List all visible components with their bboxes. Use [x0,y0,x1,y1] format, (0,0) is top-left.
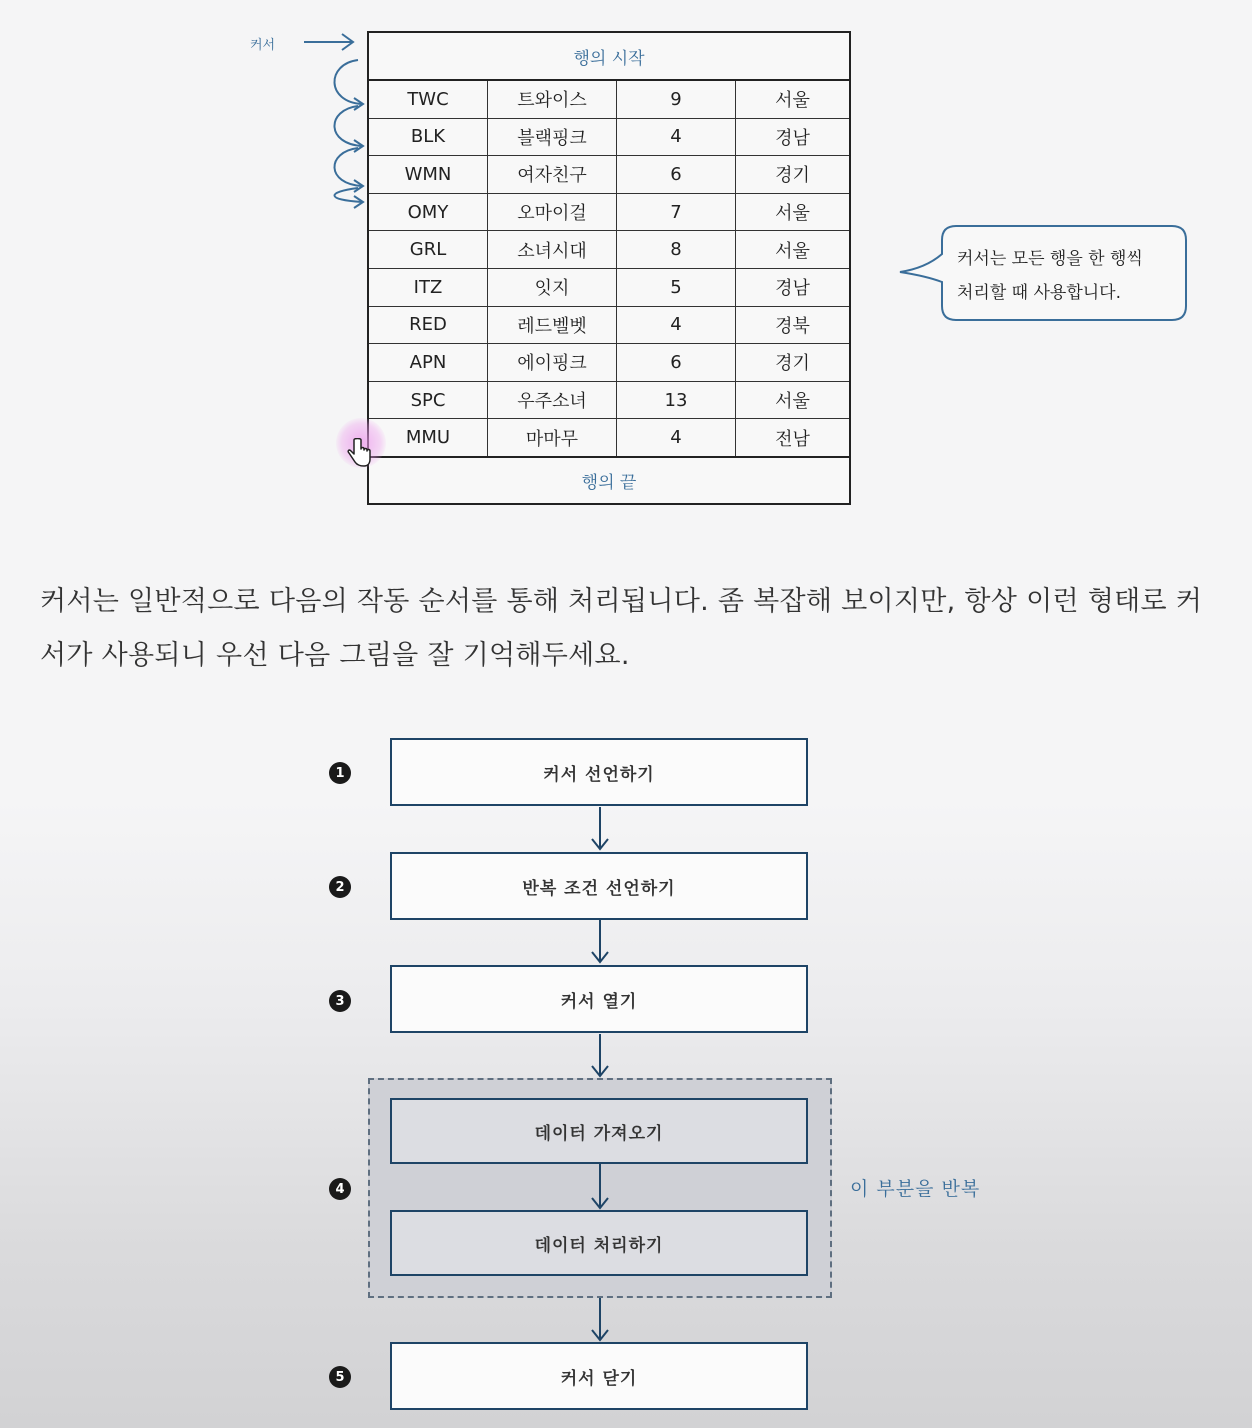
arrow-down-icon [590,1298,610,1342]
table-cell: ITZ [369,268,488,306]
step-process-data: 데이터 처리하기 [390,1210,808,1276]
callout-text [957,242,1177,310]
row-end-label: 행의 끝 [369,456,849,504]
table-cell: 에이핑크 [488,344,617,382]
table-cell: 경남 [736,268,850,306]
table-cell: TWC [369,81,488,118]
table-cell: 4 [617,419,736,456]
hand-pointer-icon [346,438,374,468]
table-cell: APN [369,344,488,382]
table-cell: 6 [617,344,736,382]
step-fetch-data: 데이터 가져오기 [390,1098,808,1164]
repeat-label: 이 부분을 반복 [850,1178,981,1200]
table-cell: 4 [617,118,736,156]
callout-line-2: 처리할 때 사용합니다. [957,283,1122,303]
table-row [369,268,849,306]
table-cell: 블랙핑크 [488,118,617,156]
step-number-3: 3 [329,990,351,1012]
table-cell: 우주소녀 [488,381,617,419]
arrow-down-icon [590,920,610,964]
table-row [369,156,849,194]
table-cell: 13 [617,381,736,419]
table-cell: WMN [369,156,488,194]
arrow-down-icon [590,1034,610,1078]
table-cell: 7 [617,193,736,231]
table-row [369,344,849,382]
table-cell: 오마이걸 [488,193,617,231]
body-paragraph: 커서는 일반적으로 다음의 작동 순서를 통해 처리됩니다. 좀 복잡해 보이지만, 항상 이런 형태로 커서가 사용되니 우선 다음 그림을 잘 기억해두세요. [40,586,1203,671]
table-cell: 서울 [736,231,850,269]
cursor-label: 커서 [250,38,276,53]
table-cell: RED [369,306,488,344]
step-close-cursor: 커서 닫기 [390,1342,808,1410]
table-cell: OMY [369,193,488,231]
table-cell: 경남 [736,118,850,156]
table-cell: SPC [369,381,488,419]
table-row [369,381,849,419]
row-start-label: 행의 시작 [369,33,849,81]
table-cell: 경북 [736,306,850,344]
arrow-down-icon [590,1164,610,1210]
table-row [369,306,849,344]
table-cell: 경기 [736,344,850,382]
table-cell: 8 [617,231,736,269]
step-declare-loop-condition: 반복 조건 선언하기 [390,852,808,920]
table-cell: 6 [617,156,736,194]
table-cell: 마마무 [488,419,617,456]
table-cell: 서울 [736,81,850,118]
table-cell: 서울 [736,193,850,231]
table-cell: 전남 [775,428,810,450]
step-declare-cursor: 커서 선언하기 [390,738,808,806]
table-row [369,118,849,156]
step-open-cursor: 커서 열기 [390,965,808,1033]
table-row [369,231,849,269]
cursor-table [369,81,849,456]
table-cell: 잇지 [488,268,617,306]
cursor-table-container [367,31,851,505]
table-cell: MMU [369,419,488,456]
table-row [369,81,849,118]
table-cell: 소녀시대 [488,231,617,269]
table-row [369,419,849,456]
table-cell: 4 [617,306,736,344]
table-cell: 트와이스 [488,81,617,118]
table-row [369,193,849,231]
table-cell: 경기 [736,156,850,194]
callout-line-1: 커서는 모든 행을 한 행씩 [957,249,1143,269]
table-cell: GRL [369,231,488,269]
arrow-down-icon [590,807,610,851]
step-number-2: 2 [329,876,351,898]
table-cell: 여자친구 [488,156,617,194]
step-number-5: 5 [329,1366,351,1388]
table-cell: BLK [369,118,488,156]
table-cell: 9 [617,81,736,118]
table-cell: 레드벨벳 [488,306,617,344]
table-cell: 서울 [736,381,850,419]
step-number-4: 4 [329,1178,351,1200]
table-cell: 5 [617,268,736,306]
cursor-pointer-arrow-icon [300,30,360,54]
step-number-1: 1 [329,762,351,784]
